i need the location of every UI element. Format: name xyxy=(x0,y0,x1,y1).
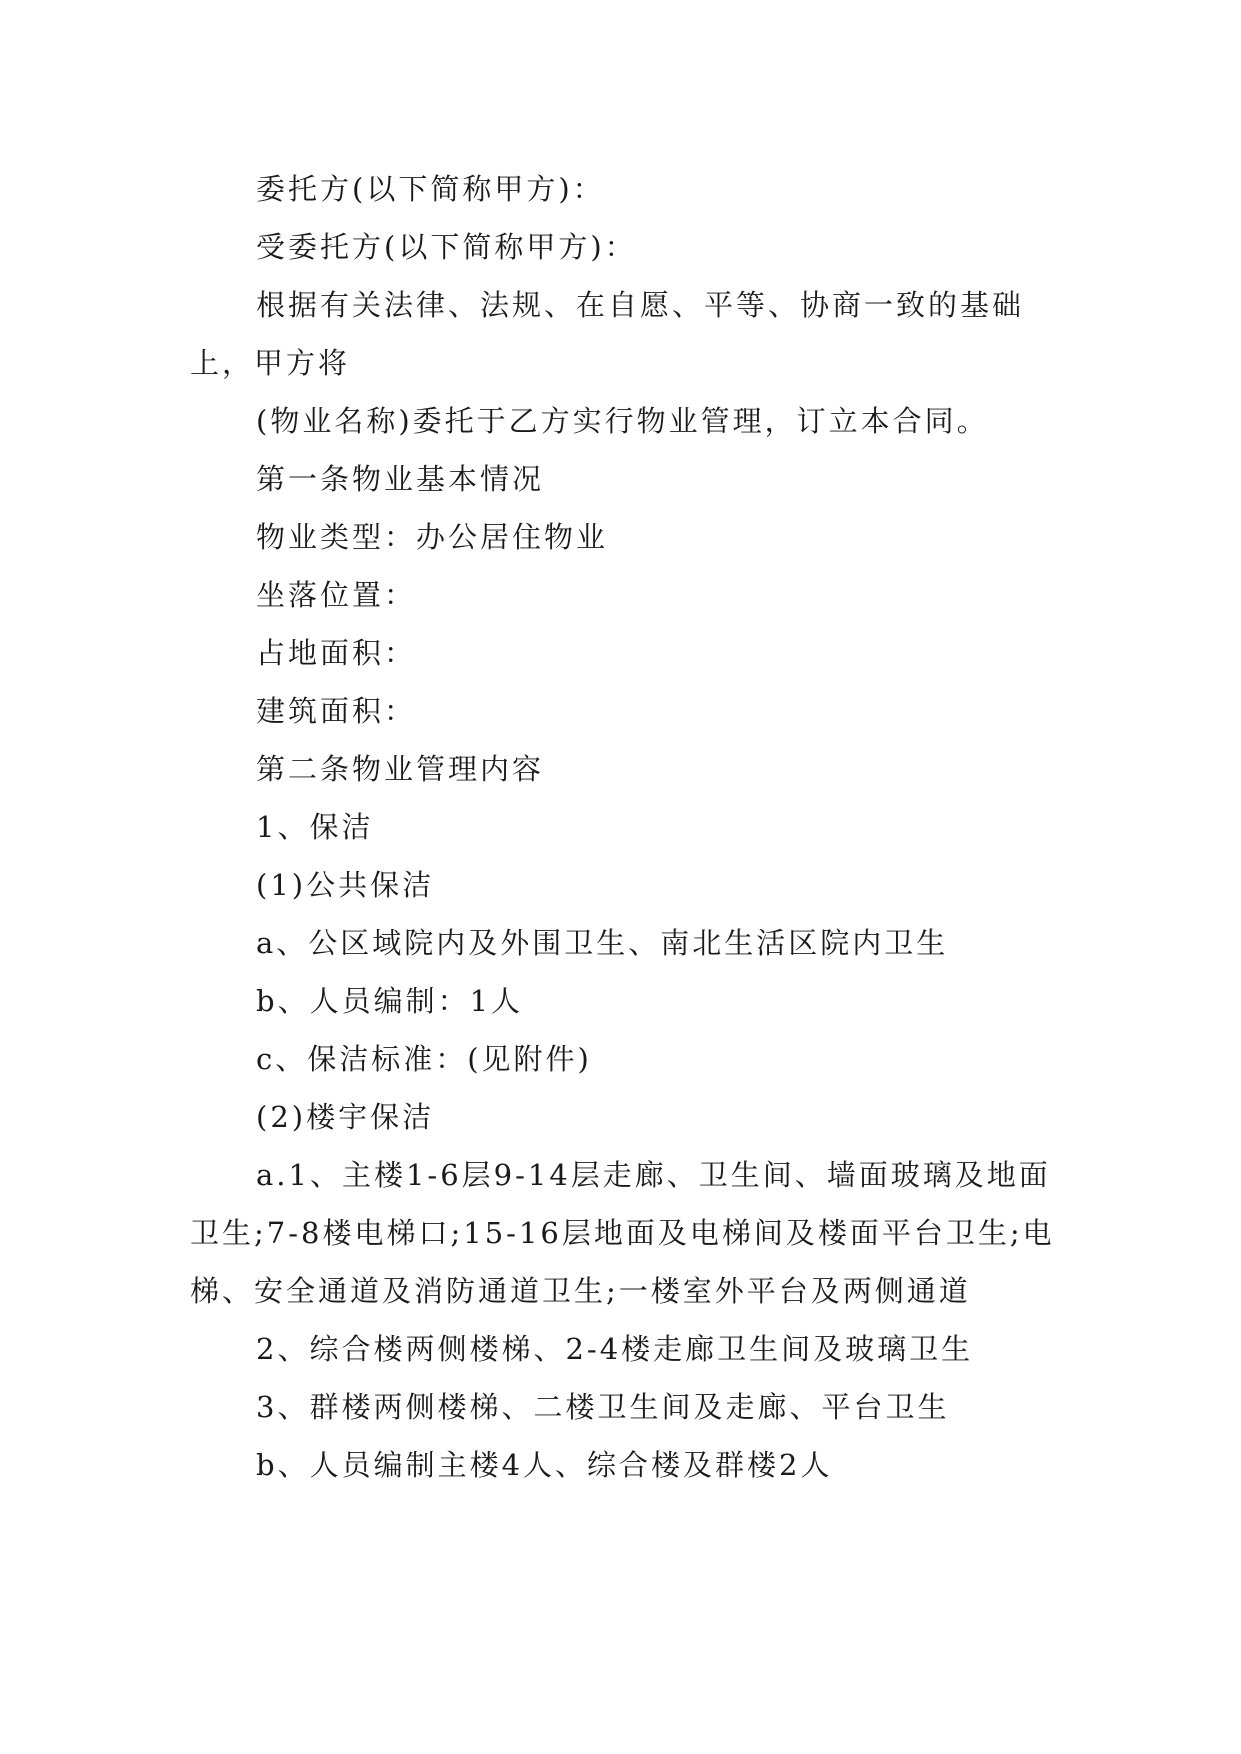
document-body xyxy=(190,160,1055,1494)
public-cleaning-standard: c、保洁标准：(见附件) xyxy=(256,1042,592,1076)
article-2-heading: 第二条物业管理内容 xyxy=(256,752,545,786)
public-cleaning-scope: a、公区域院内及外围卫生、南北生活区院内卫生 xyxy=(256,926,949,960)
paragraph-client: 委托方(以下简称甲方)： xyxy=(256,172,605,206)
building-cleaning-podium: 3、群楼两侧楼梯、二楼卫生间及走廊、平台卫生 xyxy=(256,1390,950,1424)
property-type: 物业类型：办公居住物业 xyxy=(256,520,609,554)
property-location: 坐落位置： xyxy=(256,578,417,612)
building-cleaning-main-tower: a.1、主楼1-6层9-14层走廊、卫生间、墙面玻璃及地面卫生;7-8楼电梯口;15-16层地面及电梯间及楼面平台卫生;电梯、安全通道及消防通道卫生;一楼室外平台及两侧通道 xyxy=(190,1158,1055,1308)
building-area: 建筑面积： xyxy=(256,694,417,728)
building-cleaning-complex: 2、综合楼两侧楼梯、2-4楼走廊卫生间及玻璃卫生 xyxy=(256,1332,974,1366)
paragraph-contractor: 受委托方(以下简称甲方)： xyxy=(256,230,637,264)
article-1-heading: 第一条物业基本情况 xyxy=(256,462,545,496)
building-cleaning-staffing: b、人员编制主楼4人、综合楼及群楼2人 xyxy=(256,1448,833,1482)
paragraph-preamble-continued: (物业名称)委托于乙方实行物业管理，订立本合同。 xyxy=(256,404,989,438)
subsection-public-cleaning: (1)公共保洁 xyxy=(256,868,435,902)
land-area: 占地面积： xyxy=(256,636,417,670)
section-cleaning: 1、保洁 xyxy=(256,810,374,844)
paragraph-preamble: 根据有关法律、法规、在自愿、平等、协商一致的基础上，甲方将 xyxy=(190,288,1025,380)
public-cleaning-staffing: b、人员编制：1人 xyxy=(256,984,524,1018)
subsection-building-cleaning: (2)楼宇保洁 xyxy=(256,1100,435,1134)
